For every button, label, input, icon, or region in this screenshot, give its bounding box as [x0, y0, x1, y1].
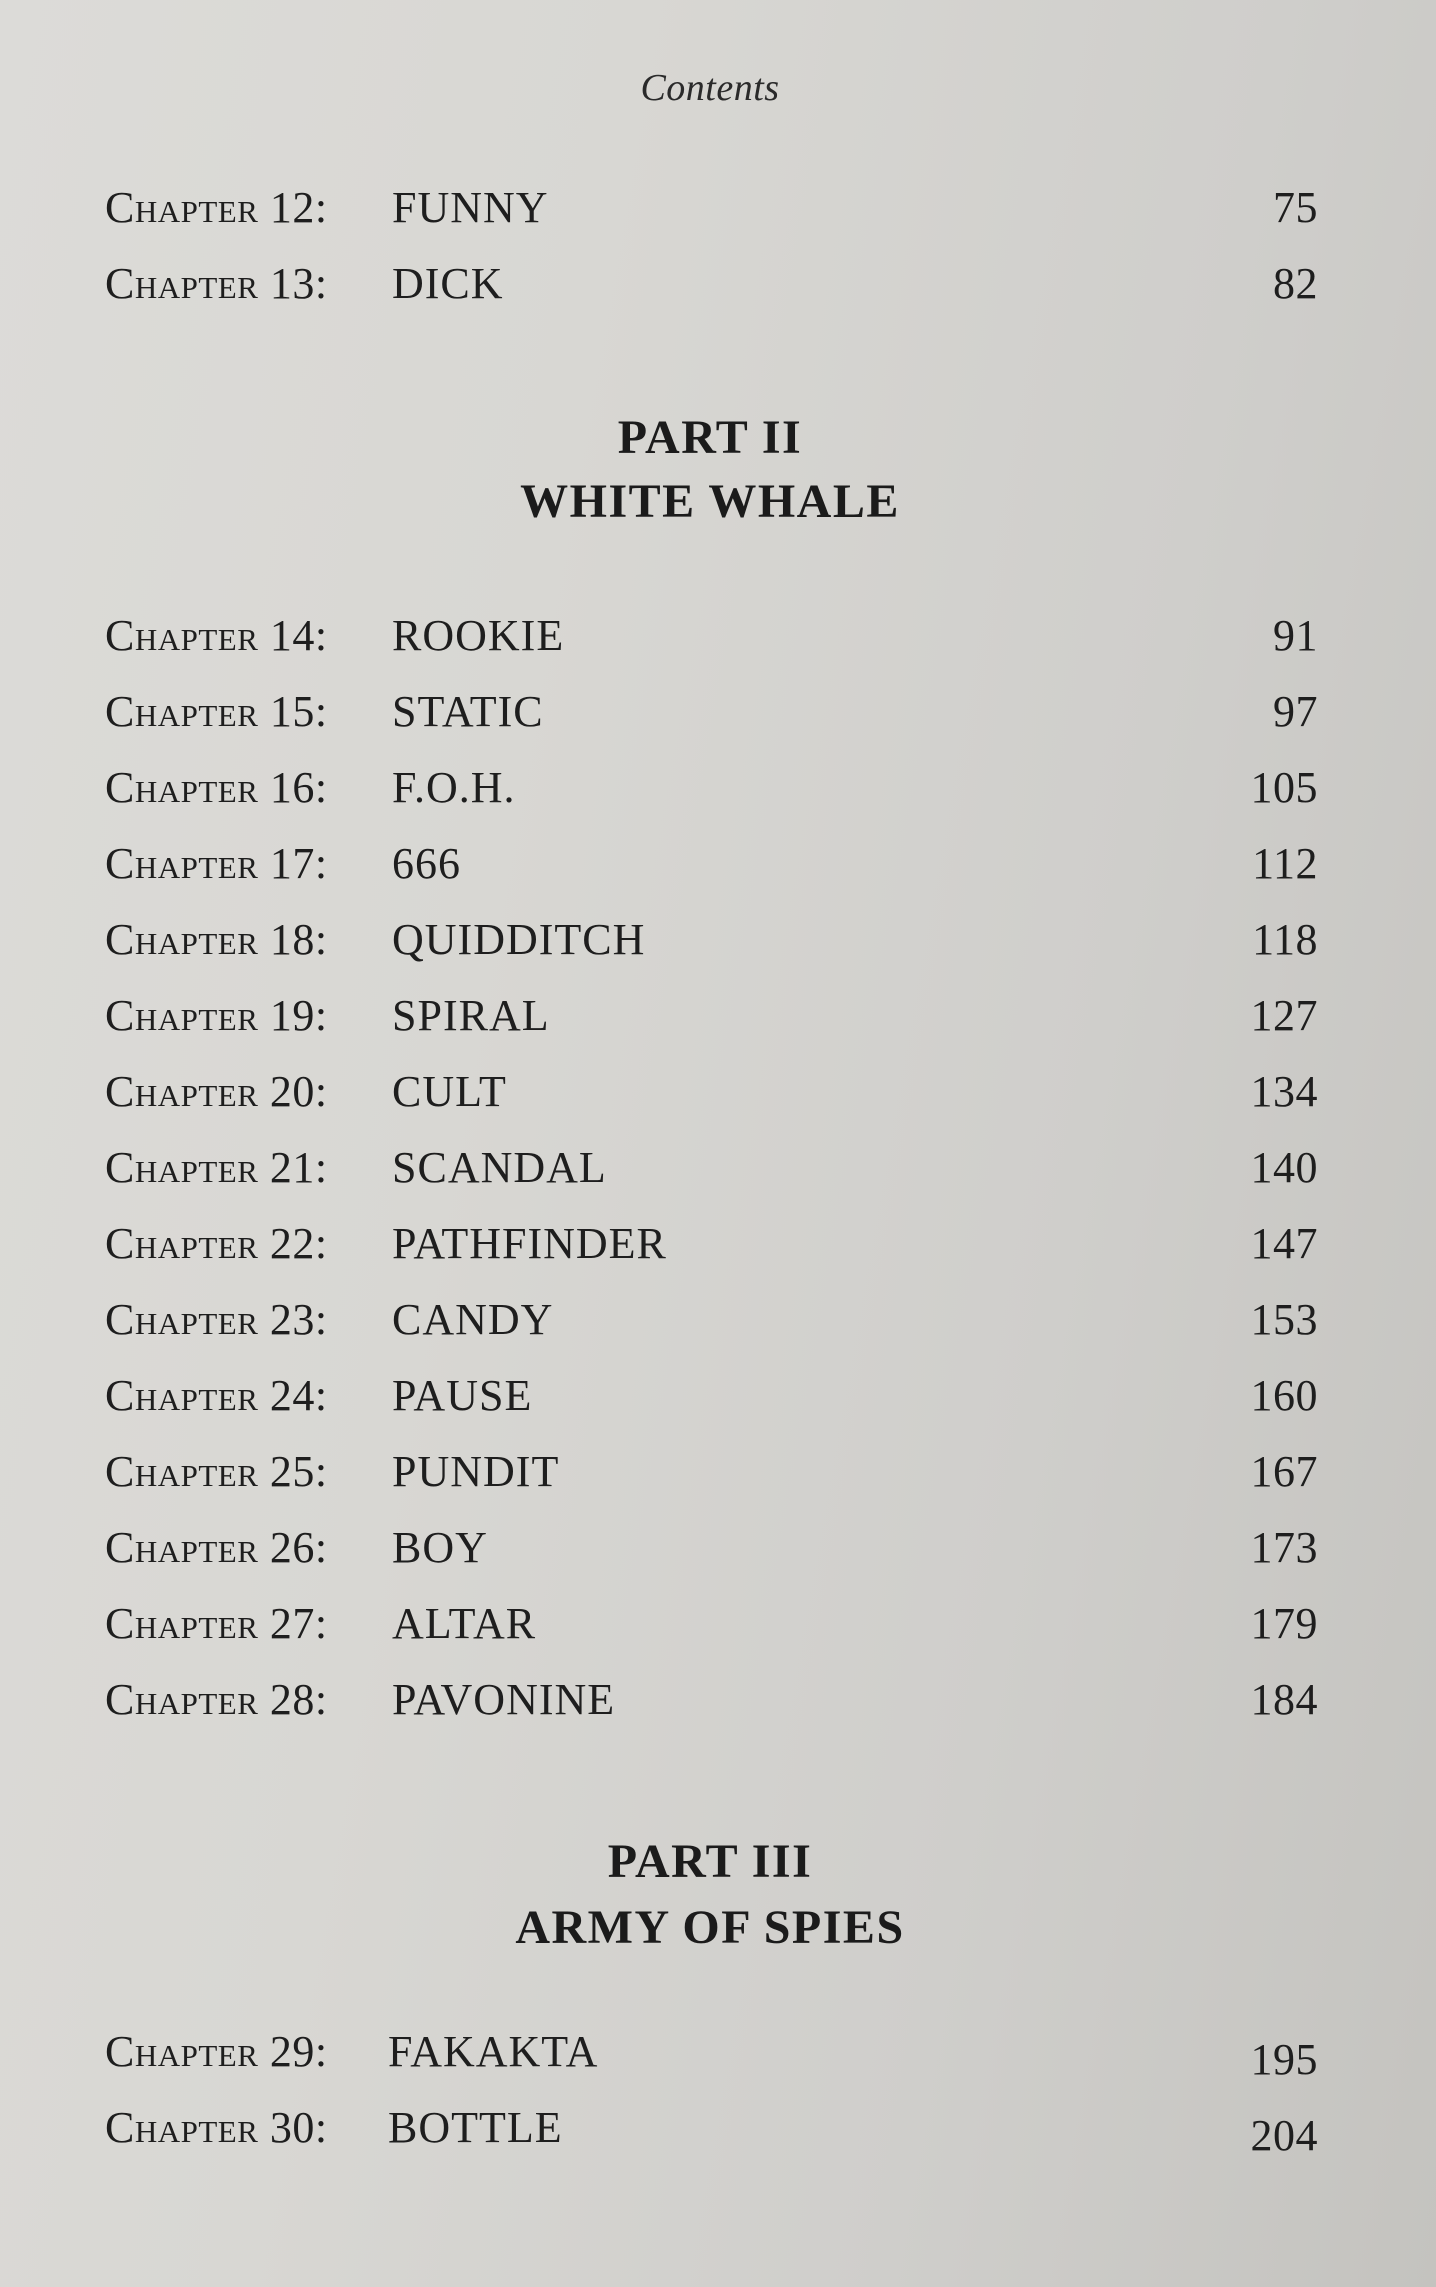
toc-entry [105, 1366, 1318, 1426]
chapter-title: CANDY [392, 1295, 554, 1344]
chapter-title: FAKAKTA [388, 2027, 599, 2076]
chapter-page-number: 153 [1250, 1295, 1318, 1344]
chapter-label: Chapter 17: [105, 839, 328, 888]
toc-entry [105, 834, 1318, 894]
toc-entry [105, 1290, 1318, 1350]
chapter-label: Chapter 12: [105, 183, 328, 232]
chapter-page-number: 118 [1252, 915, 1318, 964]
toc-entry [105, 1594, 1318, 1654]
toc-entry [105, 1138, 1318, 1198]
chapter-page-number: 97 [1273, 687, 1318, 736]
chapter-title: STATIC [392, 687, 544, 736]
chapter-label: Chapter 14: [105, 611, 328, 660]
chapter-title: 666 [392, 839, 461, 888]
chapter-title: ALTAR [392, 1599, 537, 1648]
chapter-label: Chapter 20: [105, 1067, 328, 1116]
chapter-title: SCANDAL [392, 1143, 607, 1192]
chapter-title: SPIRAL [392, 991, 550, 1040]
chapter-label: Chapter 21: [105, 1143, 328, 1192]
part-title-heading: ARMY OF SPIES [515, 1901, 905, 1954]
chapter-page-number: 134 [1250, 1067, 1318, 1116]
chapter-page-number: 160 [1250, 1371, 1318, 1420]
toc-entry [105, 1442, 1318, 1502]
chapter-label: Chapter 19: [105, 991, 328, 1040]
chapter-page-number: 82 [1273, 259, 1318, 308]
chapter-label: Chapter 13: [105, 259, 328, 308]
toc-entry [105, 986, 1318, 1046]
toc-entry [105, 178, 1318, 238]
chapter-title: PAUSE [392, 1371, 533, 1420]
toc-entry [105, 254, 1318, 314]
chapter-title: PAVONINE [392, 1675, 616, 1724]
chapter-title: F.O.H. [392, 763, 516, 812]
chapter-page-number: 173 [1250, 1523, 1318, 1572]
chapter-title: PATHFINDER [392, 1219, 667, 1268]
running-head: Contents [640, 67, 780, 109]
toc-entry [105, 682, 1318, 742]
chapter-title: FUNNY [392, 183, 549, 232]
toc-entry [105, 910, 1318, 970]
chapter-page-number: 179 [1250, 1599, 1318, 1648]
chapter-page-number: 195 [1250, 2035, 1318, 2084]
toc-entry [105, 758, 1318, 818]
chapter-page-number: 75 [1273, 183, 1318, 232]
chapter-page-number: 184 [1250, 1675, 1318, 1724]
chapter-label: Chapter 29: [105, 2027, 328, 2076]
chapter-page-number: 140 [1250, 1143, 1318, 1192]
chapter-label: Chapter 22: [105, 1219, 328, 1268]
chapter-title: CULT [392, 1067, 507, 1116]
chapter-page-number: 147 [1250, 1219, 1318, 1268]
toc-entry [105, 2022, 1318, 2082]
chapter-page-number: 167 [1250, 1447, 1318, 1496]
chapter-label: Chapter 25: [105, 1447, 328, 1496]
chapter-label: Chapter 26: [105, 1523, 328, 1572]
chapter-label: Chapter 28: [105, 1675, 328, 1724]
chapter-page-number: 91 [1273, 611, 1318, 660]
chapter-page-number: 204 [1250, 2111, 1318, 2160]
chapter-label: Chapter 30: [105, 2103, 328, 2152]
chapter-title: QUIDDITCH [392, 915, 646, 964]
chapter-page-number: 127 [1250, 991, 1318, 1040]
chapter-label: Chapter 16: [105, 763, 328, 812]
toc-entry [105, 606, 1318, 666]
toc-entry [105, 1062, 1318, 1122]
part-number-heading: PART III [607, 1835, 813, 1888]
part-number-heading: PART II [617, 411, 803, 464]
chapter-page-number: 105 [1250, 763, 1318, 812]
toc-entry [105, 1214, 1318, 1274]
toc-entry [105, 1670, 1318, 1730]
chapter-title: BOY [392, 1523, 488, 1572]
chapter-label: Chapter 15: [105, 687, 328, 736]
toc-entry [105, 1518, 1318, 1578]
chapter-label: Chapter 27: [105, 1599, 328, 1648]
chapter-title: PUNDIT [392, 1447, 560, 1496]
toc-entry [105, 2098, 1318, 2158]
part-title-heading: WHITE WHALE [520, 475, 900, 528]
chapter-title: DICK [392, 259, 504, 308]
chapter-label: Chapter 24: [105, 1371, 328, 1420]
chapter-title: ROOKIE [392, 611, 565, 660]
chapter-title: BOTTLE [388, 2103, 563, 2152]
chapter-page-number: 112 [1252, 839, 1318, 888]
chapter-label: Chapter 23: [105, 1295, 328, 1344]
chapter-label: Chapter 18: [105, 915, 328, 964]
